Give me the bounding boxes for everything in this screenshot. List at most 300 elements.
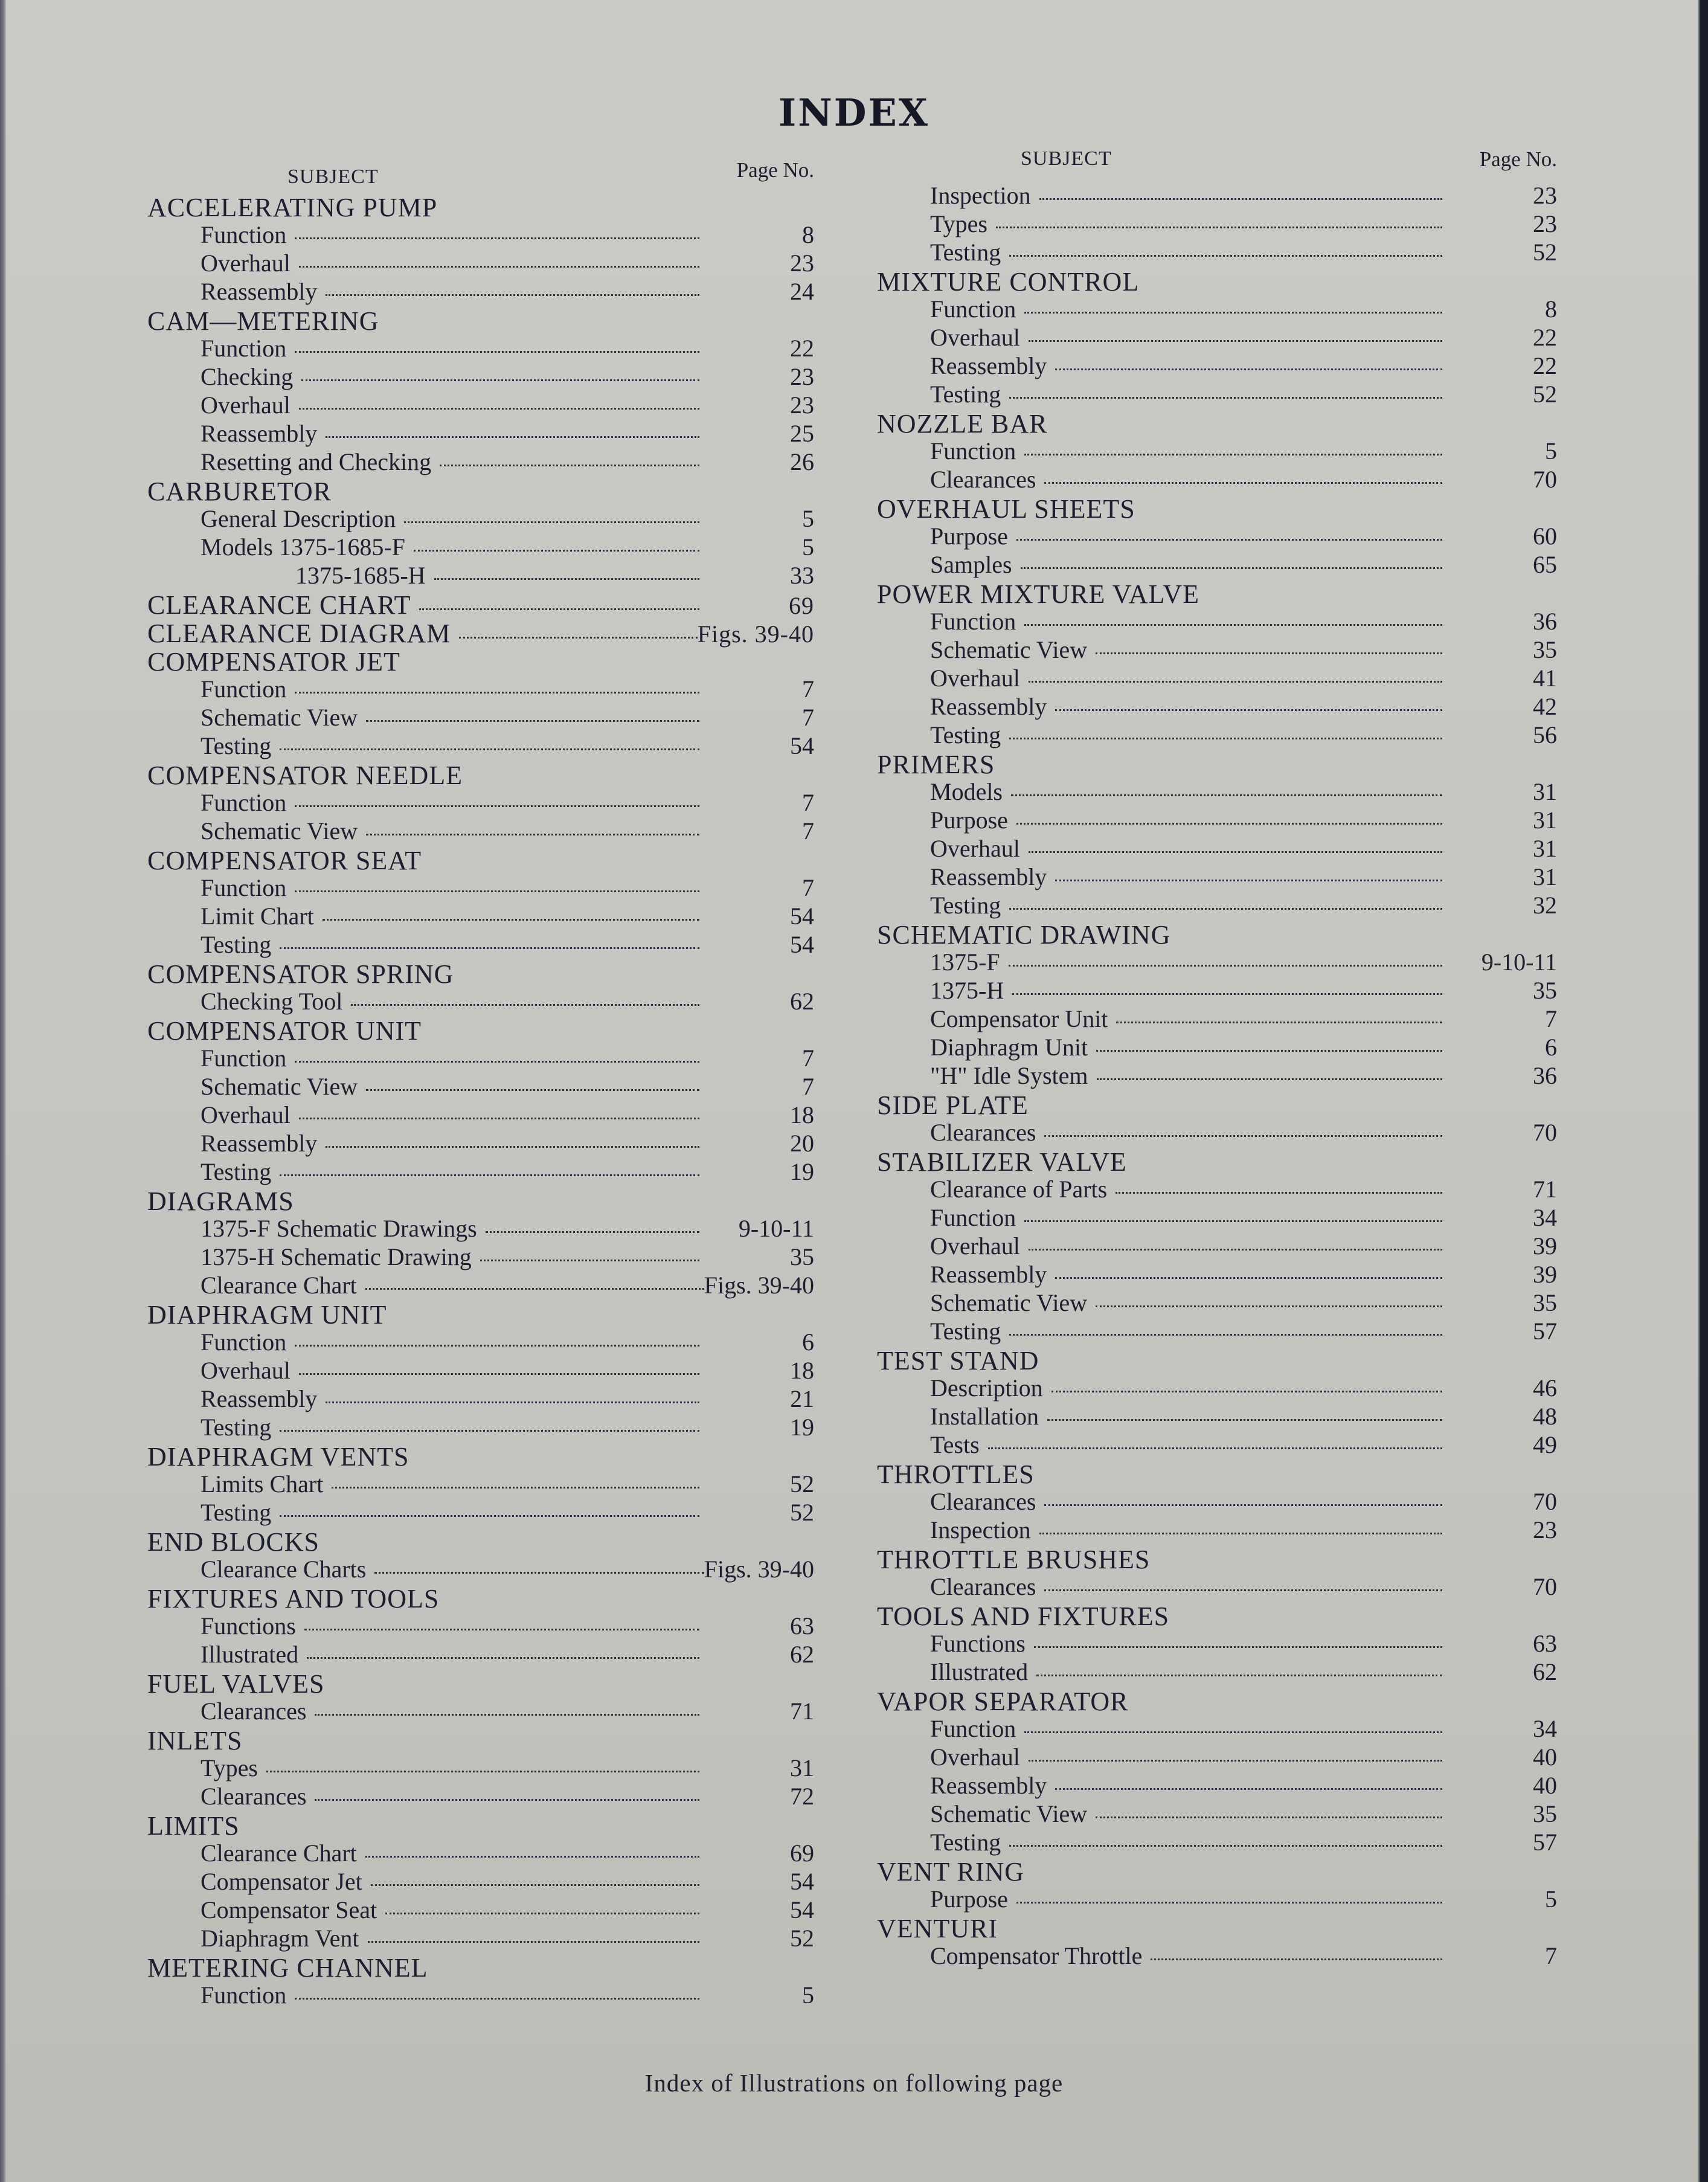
index-subentry: [147, 1470, 814, 1498]
dot-leader: [1096, 1817, 1442, 1818]
subentry-label: Clearances: [201, 1783, 307, 1810]
subentry-label: Reassembly: [201, 420, 318, 447]
page-number: 8: [802, 221, 814, 248]
page-number-header: Page No.: [736, 158, 814, 182]
index-heading: [877, 266, 1557, 295]
subentry-label: Clearances: [930, 466, 1036, 493]
index-subentry: [877, 1289, 1557, 1317]
index-heading: [877, 494, 1557, 522]
subentry-label: Clearance Charts: [201, 1556, 367, 1583]
page-number: 26: [790, 448, 814, 475]
page-number: 21: [790, 1385, 814, 1412]
dot-leader: [1009, 908, 1442, 910]
page-number: 40: [1533, 1743, 1557, 1771]
index-subentry: [877, 1942, 1557, 1970]
dot-leader: [295, 1998, 699, 2000]
index-subentry: [147, 902, 814, 930]
index-subentry: [877, 238, 1557, 266]
index-subentry: [877, 1714, 1557, 1743]
heading-label: DIAPHRAGM VENTS: [147, 1442, 409, 1472]
index-heading: [147, 845, 814, 874]
page-number: 19: [790, 1414, 814, 1441]
subentry-label: 1375-H: [930, 977, 1004, 1004]
dot-leader: [1097, 1078, 1442, 1080]
heading-label: SIDE PLATE: [877, 1090, 1029, 1120]
page-number: 18: [790, 1357, 814, 1384]
index-subentry: [147, 277, 814, 306]
subentry-label: Reassembly: [930, 1772, 1047, 1799]
page-number: 57: [1533, 1829, 1557, 1856]
index-subentry: [877, 1033, 1557, 1061]
dot-leader: [385, 1913, 699, 1914]
page-number: 31: [1533, 835, 1557, 862]
index-subentry: [877, 721, 1557, 749]
page-number: 7: [802, 789, 814, 816]
heading-label: CLEARANCE CHART: [147, 590, 411, 620]
index-subentry: [877, 664, 1557, 692]
page-number: 6: [1545, 1034, 1557, 1061]
subentry-label: Models 1375-1685-F: [201, 533, 405, 561]
index-subentry: [877, 1487, 1557, 1516]
index-heading: [877, 1856, 1557, 1885]
index-subentry: [877, 465, 1557, 494]
page-number: 70: [1533, 466, 1557, 493]
index-subentry: [147, 1413, 814, 1441]
page-number: 54: [790, 903, 814, 930]
subentry-label: Testing: [930, 892, 1001, 919]
index-subentry: [877, 1402, 1557, 1431]
dot-leader: [295, 1345, 699, 1347]
dot-leader: [1024, 312, 1442, 314]
subentry-label: Diaphragm Vent: [201, 1925, 359, 1952]
index-subentry: [877, 1828, 1557, 1856]
index-subentry: [877, 1317, 1557, 1345]
subentry-label: Description: [930, 1374, 1043, 1402]
subentry-label: Clearance Chart: [201, 1272, 357, 1299]
index-heading: [877, 1147, 1557, 1175]
index-heading: [147, 1299, 814, 1328]
subentry-label: Function: [201, 789, 287, 816]
dot-leader: [280, 748, 699, 750]
page-number: 22: [1533, 324, 1557, 351]
dot-leader: [434, 578, 699, 580]
subentry-label: Function: [930, 1204, 1016, 1231]
page-number-header: Page No.: [1479, 147, 1557, 171]
subentry-label: Testing: [201, 1158, 272, 1185]
subentry-label: "H" Idle System: [930, 1062, 1088, 1089]
page-number: 56: [1533, 721, 1557, 748]
dot-leader: [295, 890, 699, 892]
subentry-label: Testing: [201, 1499, 272, 1526]
heading-label: CAM—METERING: [147, 306, 379, 336]
page-number: 54: [790, 732, 814, 759]
index-heading: [877, 1459, 1557, 1487]
index-subentry: [147, 930, 814, 959]
heading-label: DIAPHRAGM UNIT: [147, 1300, 387, 1330]
page-number: 24: [790, 278, 814, 305]
heading-label: INLETS: [147, 1726, 243, 1756]
index-subentry: [147, 1555, 814, 1583]
heading-label: CARBURETOR: [147, 477, 332, 506]
dot-leader: [1012, 993, 1442, 995]
subentry-label: Overhaul: [930, 1743, 1020, 1771]
index-subentry: [147, 504, 814, 533]
subentry-label: Limit Chart: [201, 903, 314, 930]
index-subentry: [147, 1157, 814, 1186]
index-entries-left: [147, 192, 814, 2009]
dot-leader: [1021, 567, 1442, 569]
subentry-label: Reassembly: [201, 278, 318, 305]
subentry-label: Schematic View: [930, 1800, 1088, 1827]
page-number: 63: [1533, 1630, 1557, 1657]
dot-leader: [1029, 1760, 1442, 1762]
page-number: 7: [1545, 1005, 1557, 1032]
index-subentry: [147, 1640, 814, 1669]
index-subentry: [877, 1771, 1557, 1800]
subentry-label: Clearances: [930, 1488, 1036, 1515]
page-number: 35: [1533, 977, 1557, 1004]
dot-leader: [1009, 397, 1442, 399]
dot-leader: [366, 1089, 699, 1091]
page-number: 54: [790, 1896, 814, 1923]
index-subentry: [877, 1658, 1557, 1686]
index-subentry: [147, 1498, 814, 1527]
index-subentry: [877, 1260, 1557, 1289]
index-subentry: [877, 1743, 1557, 1771]
index-subentry: [877, 1800, 1557, 1828]
page-number: 35: [790, 1243, 814, 1270]
index-subentry: [147, 1867, 814, 1896]
subentry-label: Testing: [201, 732, 272, 759]
index-subentry: [147, 334, 814, 362]
index-subentry: [147, 817, 814, 845]
index-heading: [147, 1725, 814, 1754]
dot-leader: [1016, 1902, 1442, 1904]
subentry-label: Function: [201, 335, 287, 362]
heading-label: NOZZLE BAR: [877, 409, 1048, 439]
dot-leader: [332, 1487, 699, 1488]
heading-label: VENT RING: [877, 1857, 1025, 1887]
page-number: 7: [802, 1044, 814, 1072]
dot-leader: [1016, 539, 1442, 541]
page-number: 5: [802, 505, 814, 532]
page-number: 52: [790, 1925, 814, 1952]
page-number: 5: [1545, 1885, 1557, 1913]
dot-leader: [1009, 255, 1442, 257]
subentry-label: 1375-F: [930, 948, 1000, 976]
dot-leader: [351, 1004, 699, 1006]
dot-leader: [280, 947, 699, 949]
page-number: 39: [1533, 1261, 1557, 1288]
page-number: 48: [1533, 1403, 1557, 1430]
index-subentry: [147, 1072, 814, 1101]
subentry-label: Testing: [930, 381, 1001, 408]
heading-label: LIMITS: [147, 1811, 240, 1841]
page-number: 8: [1545, 295, 1557, 323]
page-number: 31: [1533, 778, 1557, 805]
subentry-label: Reassembly: [930, 693, 1047, 720]
subentry-label: Function: [930, 295, 1016, 323]
index-subentry: [147, 1839, 814, 1867]
dot-leader: [1024, 1220, 1442, 1222]
dot-leader: [1044, 1504, 1442, 1506]
subject-header: SUBJECT: [1021, 147, 1112, 170]
dot-leader: [315, 1799, 699, 1801]
subentry-label: Models: [930, 778, 1003, 805]
page-number: 23: [790, 391, 814, 419]
heading-label: STABILIZER VALVE: [877, 1147, 1127, 1177]
heading-label: CLEARANCE DIAGRAM: [147, 619, 451, 648]
index-heading: [147, 1583, 814, 1612]
page-number: 25: [790, 420, 814, 447]
index-heading: [147, 306, 814, 334]
index-subentry: [877, 1175, 1557, 1203]
index-subentry: [877, 295, 1557, 323]
page-number: 69: [789, 592, 814, 619]
subentry-label: Reassembly: [930, 352, 1047, 379]
heading-label: COMPENSATOR UNIT: [147, 1016, 422, 1046]
page-number: 54: [790, 1868, 814, 1895]
subentry-label: Schematic View: [930, 1289, 1088, 1316]
dot-leader: [323, 919, 699, 921]
index-heading: [147, 959, 814, 987]
column-header: [877, 147, 1557, 181]
page-number: 62: [790, 988, 814, 1015]
page-number: 71: [790, 1698, 814, 1725]
dot-leader: [1047, 1419, 1442, 1421]
heading-label: END BLOCKS: [147, 1527, 320, 1557]
index-subentry: [147, 448, 814, 476]
page-number: 35: [1533, 1800, 1557, 1827]
subentry-label: Function: [201, 1328, 287, 1356]
index-subentry: [877, 636, 1557, 664]
dot-leader: [299, 1118, 699, 1119]
index-subentry: [147, 1328, 814, 1356]
page-number: 5: [1545, 437, 1557, 465]
page-number: 7: [802, 704, 814, 731]
subentry-label: Testing: [201, 1414, 272, 1441]
dot-leader: [295, 805, 699, 807]
subentry-label: Compensator Jet: [201, 1868, 362, 1895]
subentry-label: Compensator Seat: [201, 1896, 377, 1923]
page-title: INDEX: [779, 91, 929, 135]
subentry-label: Testing: [930, 1318, 1001, 1345]
dot-leader: [486, 1231, 699, 1233]
heading-label: VAPOR SEPARATOR: [877, 1687, 1129, 1716]
heading-label: POWER MIXTURE VALVE: [877, 579, 1200, 609]
page-number: 23: [790, 363, 814, 390]
index-subentry: [147, 1612, 814, 1640]
index-heading: [147, 1441, 814, 1470]
index-subentry: [147, 788, 814, 817]
index-subentry: [147, 874, 814, 902]
page-number: 69: [790, 1839, 814, 1867]
page-number: 52: [790, 1499, 814, 1526]
subentry-label: Clearances: [930, 1573, 1036, 1600]
subentry-label: Compensator Unit: [930, 1005, 1108, 1032]
page-number: 46: [1533, 1374, 1557, 1402]
heading-label: TOOLS AND FIXTURES: [877, 1601, 1170, 1631]
page-number: 62: [790, 1641, 814, 1668]
index-subentry: [877, 210, 1557, 238]
subentry-label: General Description: [201, 505, 396, 532]
page-number: 32: [1533, 892, 1557, 919]
dot-leader: [1044, 1135, 1442, 1137]
subentry-label: Checking: [201, 363, 294, 390]
subentry-label: Inspection: [930, 1516, 1031, 1543]
dot-leader: [1029, 851, 1442, 853]
index-subentry: [877, 948, 1557, 976]
page-number: 7: [802, 1073, 814, 1100]
dot-leader: [280, 1515, 699, 1517]
page-number: 52: [790, 1470, 814, 1498]
page-number: 72: [790, 1783, 814, 1810]
dot-leader: [299, 1373, 699, 1375]
dot-leader: [266, 1771, 699, 1772]
dot-leader: [1096, 1305, 1442, 1307]
index-subentry: [147, 675, 814, 703]
dot-leader: [299, 408, 699, 410]
dot-leader: [1024, 624, 1442, 626]
subentry-label: 1375-F Schematic Drawings: [201, 1215, 477, 1242]
heading-label: COMPENSATOR JET: [147, 647, 400, 677]
dot-leader: [1029, 681, 1442, 683]
index-column-right: [877, 147, 1557, 1970]
subentry-label: Tests: [930, 1431, 980, 1458]
subentry-label: Diaphragm Unit: [930, 1034, 1088, 1061]
footer-note: Index of Illustrations on following page: [644, 2069, 1064, 2097]
index-subentry: [877, 437, 1557, 465]
index-subentry: [877, 1118, 1557, 1147]
index-subentry: [147, 1129, 814, 1157]
dot-leader: [280, 1174, 699, 1176]
index-heading: [877, 1686, 1557, 1714]
dot-leader: [366, 834, 699, 835]
heading-label: ACCELERATING PUMP: [147, 193, 438, 222]
subentry-label: Inspection: [930, 182, 1031, 209]
dot-leader: [295, 692, 699, 694]
index-subentry: [877, 1061, 1557, 1090]
index-heading: [147, 1810, 814, 1839]
page-number: 49: [1533, 1431, 1557, 1458]
page-number: 33: [790, 562, 814, 589]
dot-leader: [1096, 1050, 1442, 1052]
page-number: 34: [1533, 1715, 1557, 1742]
page-left-edge: [0, 0, 6, 2182]
index-subentry: [147, 1697, 814, 1725]
subentry-label: Clearances: [930, 1119, 1036, 1146]
index-subentry: [147, 1981, 814, 2009]
subentry-label: Clearance Chart: [201, 1839, 357, 1867]
subentry-label: Installation: [930, 1403, 1039, 1430]
subentry-label: Reassembly: [201, 1130, 318, 1157]
index-subentry: [147, 1044, 814, 1072]
index-subentry: [147, 220, 814, 249]
column-header: [147, 158, 814, 192]
subentry-label: Functions: [201, 1612, 296, 1640]
dot-leader: [304, 1629, 699, 1630]
page-number: 71: [1533, 1176, 1557, 1203]
index-subentry: [877, 1885, 1557, 1913]
page-number: 5: [802, 1981, 814, 2009]
dot-leader: [1036, 1675, 1442, 1676]
index-subentry: [877, 976, 1557, 1005]
index-heading: [147, 1186, 814, 1214]
subentry-label: Schematic View: [201, 704, 358, 731]
heading-label: PRIMERS: [877, 750, 995, 779]
dot-leader: [988, 1447, 1442, 1449]
subentry-label: Purpose: [930, 523, 1008, 550]
subentry-label: Overhaul: [930, 665, 1020, 692]
page-number: 20: [790, 1130, 814, 1157]
index-heading: [147, 1952, 814, 1981]
page-number: 35: [1533, 1289, 1557, 1316]
page-number: 42: [1533, 693, 1557, 720]
page-number: 60: [1533, 523, 1557, 550]
dot-leader: [1009, 1845, 1442, 1847]
index-heading: [877, 408, 1557, 437]
index-heading: [147, 1527, 814, 1555]
dot-leader: [1055, 1277, 1442, 1279]
dot-leader: [1116, 1022, 1442, 1023]
subentry-label: Samples: [930, 551, 1012, 578]
subentry-label: Testing: [201, 931, 272, 958]
index-subentry: [147, 533, 814, 561]
index-heading: [147, 192, 814, 220]
index-subentry: [147, 362, 814, 391]
subentry-label: Overhaul: [930, 835, 1020, 862]
heading-label: FIXTURES AND TOOLS: [147, 1584, 440, 1614]
index-subentry: [877, 806, 1557, 834]
page-number: 54: [790, 931, 814, 958]
dot-leader: [307, 1657, 699, 1659]
subentry-label: 1375-H Schematic Drawing: [201, 1243, 472, 1270]
page-number: 22: [1533, 352, 1557, 379]
page-number: 7: [802, 675, 814, 703]
page-number: 70: [1533, 1119, 1557, 1146]
page-number: 62: [1533, 1658, 1557, 1685]
subentry-label: Limits Chart: [201, 1470, 324, 1498]
dot-leader: [1044, 1589, 1442, 1591]
index-heading: [147, 646, 814, 675]
heading-label: MIXTURE CONTROL: [877, 267, 1140, 297]
index-heading: [147, 476, 814, 504]
index-subentry: [877, 352, 1557, 380]
index-heading: [877, 919, 1557, 948]
heading-label: COMPENSATOR SPRING: [147, 959, 454, 989]
index-subentry: [877, 181, 1557, 210]
subentry-label: Overhaul: [930, 324, 1020, 351]
dot-leader: [326, 294, 699, 296]
dot-leader: [459, 637, 698, 639]
index-heading: [147, 618, 814, 646]
page-number: 36: [1533, 608, 1557, 635]
subentry-label: 1375-1685-H: [295, 562, 426, 589]
index-subentry: [877, 1516, 1557, 1544]
index-heading: [877, 1090, 1557, 1118]
index-subentry: [877, 607, 1557, 636]
index-subentry: [147, 1271, 814, 1299]
index-subentry: [877, 1203, 1557, 1232]
index-subentry: [147, 1896, 814, 1924]
index-heading: [147, 1669, 814, 1697]
dot-leader: [1116, 1192, 1442, 1194]
subentry-label: Function: [201, 221, 287, 248]
page-number: 7: [802, 874, 814, 901]
subentry-label: Overhaul: [201, 1357, 291, 1384]
index-subentry: [147, 1101, 814, 1129]
index-subentry: [147, 561, 814, 590]
